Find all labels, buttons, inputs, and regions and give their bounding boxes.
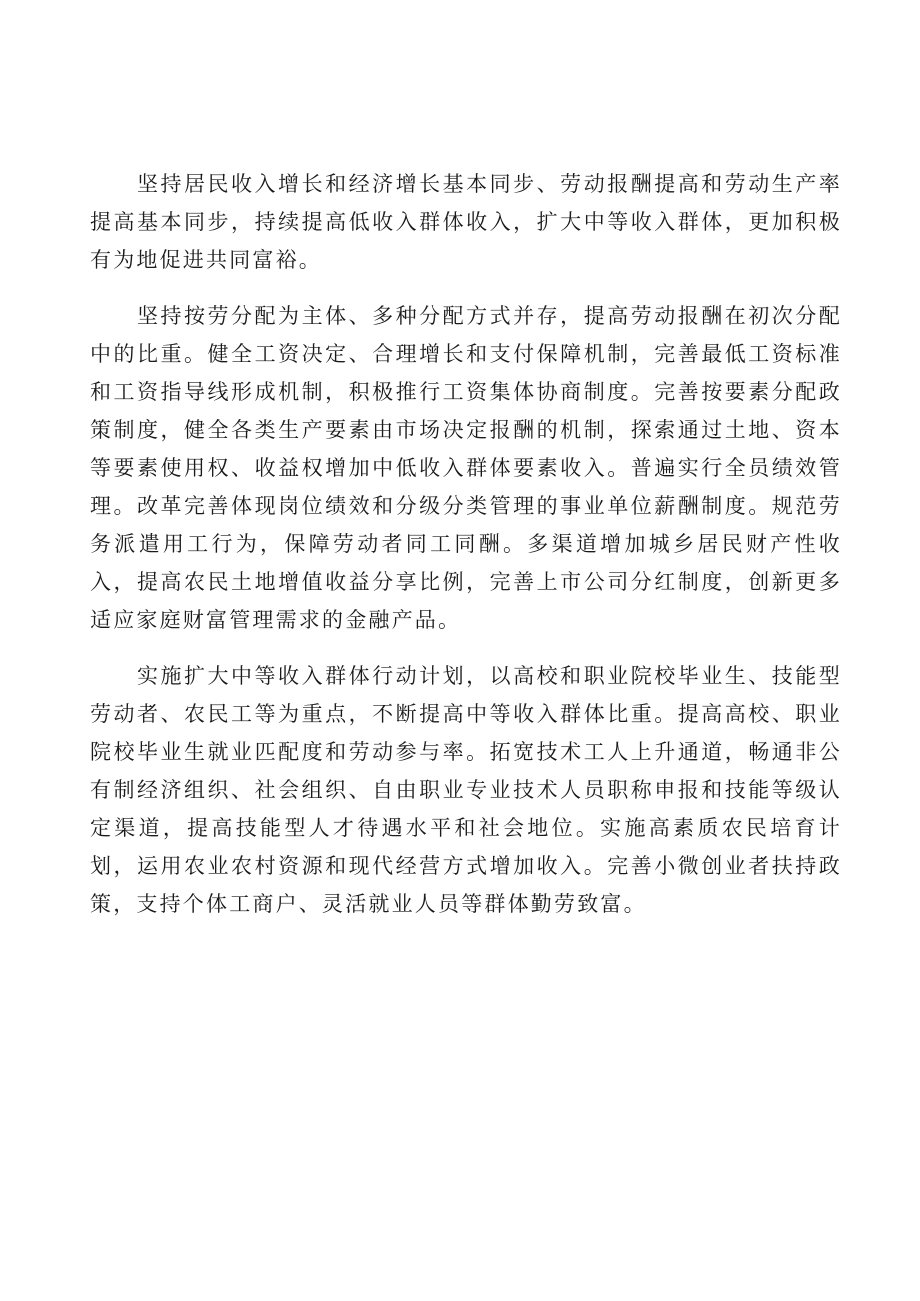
paragraph-distribution-system: 坚持按劳分配为主体、多种分配方式并存，提高劳动报酬在初次分配中的比重。健全工资决定、合理增长和支付保障机制，完善最低工资标准和工资指导线形成机制，积极推行工资集体协商制度。完善按要素分配政策制度，健全各类生产要素由市场决定报酬的机制，探索通过土地、资本等要素使用权、收益权增加中低收入群体要素收入。普遍实行全员绩效管理。改革完善体现岗位绩效和分级分类管理的事业单位薪酬制度。规范劳务派遣用工行为，保障劳动者同工同酬。多渠道增加城乡居民财产性收入，提高农民土地增值收益分享比例，完善上市公司分红制度，创新更多适应家庭财富管理需求的金融产品。 [90,304,842,632]
document-body [90,165,842,941]
paragraph-income-growth: 坚持居民收入增长和经济增长基本同步、劳动报酬提高和劳动生产率提高基本同步，持续提高低收入群体收入，扩大中等收入群体，更加积极有为地促进共同富裕。 [90,172,842,272]
paragraph-middle-income-plan: 实施扩大中等收入群体行动计划，以高校和职业院校毕业生、技能型劳动者、农民工等为重点，不断提高中等收入群体比重。提高高校、职业院校毕业生就业匹配度和劳动参与率。拓宽技术工人上升通道，畅通非公有制经济组织、社会组织、自由职业专业技术人员职称申报和技能等级认定渠道，提高技能型人才待遇水平和社会地位。实施高素质农民培育计划，运用农业农村资源和现代经营方式增加收入。完善小微创业者扶持政策，支持个体工商户、灵活就业人员等群体勤劳致富。 [90,664,842,916]
